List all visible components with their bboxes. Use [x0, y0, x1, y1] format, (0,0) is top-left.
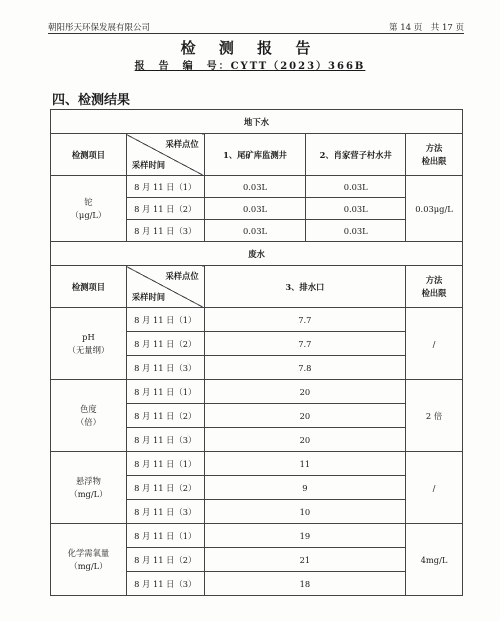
ww-value: 10	[204, 500, 405, 524]
ww-value: 9	[204, 476, 405, 500]
ww-limit: 2 倍	[406, 380, 463, 452]
ww-date: 8 月 11 日（3）	[126, 572, 204, 596]
gw-value-1-2: 0.03L	[306, 176, 406, 198]
ww-date: 8 月 11 日（2）	[126, 548, 204, 572]
ww-date: 8 月 11 日（2）	[126, 404, 204, 428]
gw-value-3-1: 0.03L	[204, 220, 306, 242]
gw-col-item: 检测项目	[51, 134, 127, 176]
ww-value: 20	[204, 428, 405, 452]
gw-limit: 0.03μg/L	[406, 176, 463, 242]
ww-value: 11	[204, 452, 405, 476]
ww-item-ph	[51, 308, 127, 380]
ww-date: 8 月 11 日（3）	[126, 356, 204, 380]
ww-item-l2: （无量纲）	[67, 344, 110, 355]
ww-date: 8 月 11 日（3）	[126, 500, 204, 524]
ww-item-l1: 色度	[80, 403, 97, 414]
gw-method-header	[406, 134, 463, 176]
report-number	[0, 57, 500, 72]
gw-item-l1: 铊	[84, 196, 93, 207]
ww-item-color	[51, 380, 127, 452]
ww-value: 7.7	[204, 332, 405, 356]
gw-date-3: 8 月 11 日（3）	[126, 220, 204, 242]
ww-method-header	[406, 266, 463, 308]
ww-value: 20	[204, 380, 405, 404]
ww-date: 8 月 11 日（1）	[126, 452, 204, 476]
page-number: 第 14 页 共 17 页	[389, 23, 464, 33]
ww-method-l2: 检出限	[421, 287, 447, 298]
ww-date: 8 月 11 日（1）	[126, 308, 204, 332]
gw-item-l2: （μg/L）	[70, 209, 107, 220]
ww-method-l1: 方法	[425, 274, 443, 285]
page-header	[48, 21, 464, 33]
ww-item-cod	[51, 524, 127, 596]
section-heading: 四、检测结果	[52, 93, 131, 108]
wastewater-title: 废水	[51, 242, 463, 266]
ww-item-l1: pH	[82, 331, 95, 342]
report-number-label: 报 告 编 号：	[134, 61, 231, 72]
gw-diag-header	[126, 134, 204, 176]
ww-item-l2: （倍）	[75, 416, 101, 427]
ww-limit: /	[406, 452, 463, 524]
gw-method-l1: 方法	[425, 142, 443, 153]
gw-point-2: 2、肖家营子村水井	[306, 134, 406, 176]
gw-diag-top: 采样点位	[165, 139, 199, 149]
ww-value: 7.8	[204, 356, 405, 380]
ww-diag-bottom: 采样时间	[131, 292, 166, 302]
ww-date: 8 月 11 日（1）	[126, 380, 204, 404]
ww-item-l1: 悬浮物	[75, 475, 101, 486]
gw-value-3-2: 0.03L	[306, 220, 406, 242]
ww-item-ss	[51, 452, 127, 524]
ww-value: 7.7	[204, 308, 405, 332]
ww-date: 8 月 11 日（2）	[126, 476, 204, 500]
gw-date-2: 8 月 11 日（2）	[126, 198, 204, 220]
header-divider	[48, 33, 464, 34]
ww-limit: /	[406, 308, 463, 380]
ww-diag-top: 采样点位	[165, 271, 199, 281]
ww-date: 8 月 11 日（3）	[126, 428, 204, 452]
gw-date-1: 8 月 11 日（1）	[126, 176, 204, 198]
ww-value: 19	[204, 524, 405, 548]
gw-point-1: 1、尾矿库监测井	[204, 134, 306, 176]
report-number-value: CYTT（2023）366B	[230, 61, 366, 72]
ww-col-item: 检测项目	[51, 266, 127, 308]
ww-item-l1: 化学需氧量	[67, 547, 110, 558]
ww-diag-header	[126, 266, 204, 308]
ww-value: 21	[204, 548, 405, 572]
ww-value: 18	[204, 572, 405, 596]
gw-value-2-2: 0.03L	[306, 198, 406, 220]
gw-value-1-1: 0.03L	[204, 176, 306, 198]
gw-method-l2: 检出限	[421, 155, 447, 166]
ww-item-l2: （mg/L）	[69, 488, 108, 499]
gw-diag-bottom: 采样时间	[131, 160, 166, 170]
groundwater-title: 地下水	[51, 110, 463, 134]
gw-value-2-1: 0.03L	[204, 198, 306, 220]
gw-item-thallium	[51, 176, 127, 242]
ww-date: 8 月 11 日（2）	[126, 332, 204, 356]
ww-value: 20	[204, 404, 405, 428]
company-name: 朝阳彤天环保发展有限公司	[48, 23, 151, 33]
ww-limit: 4mg/L	[406, 524, 463, 596]
report-title: 检 测 报 告	[180, 39, 320, 57]
ww-point: 3、排水口	[204, 266, 405, 308]
results-table	[50, 109, 463, 596]
ww-item-l2: （mg/L）	[69, 560, 108, 571]
ww-date: 8 月 11 日（1）	[126, 524, 204, 548]
